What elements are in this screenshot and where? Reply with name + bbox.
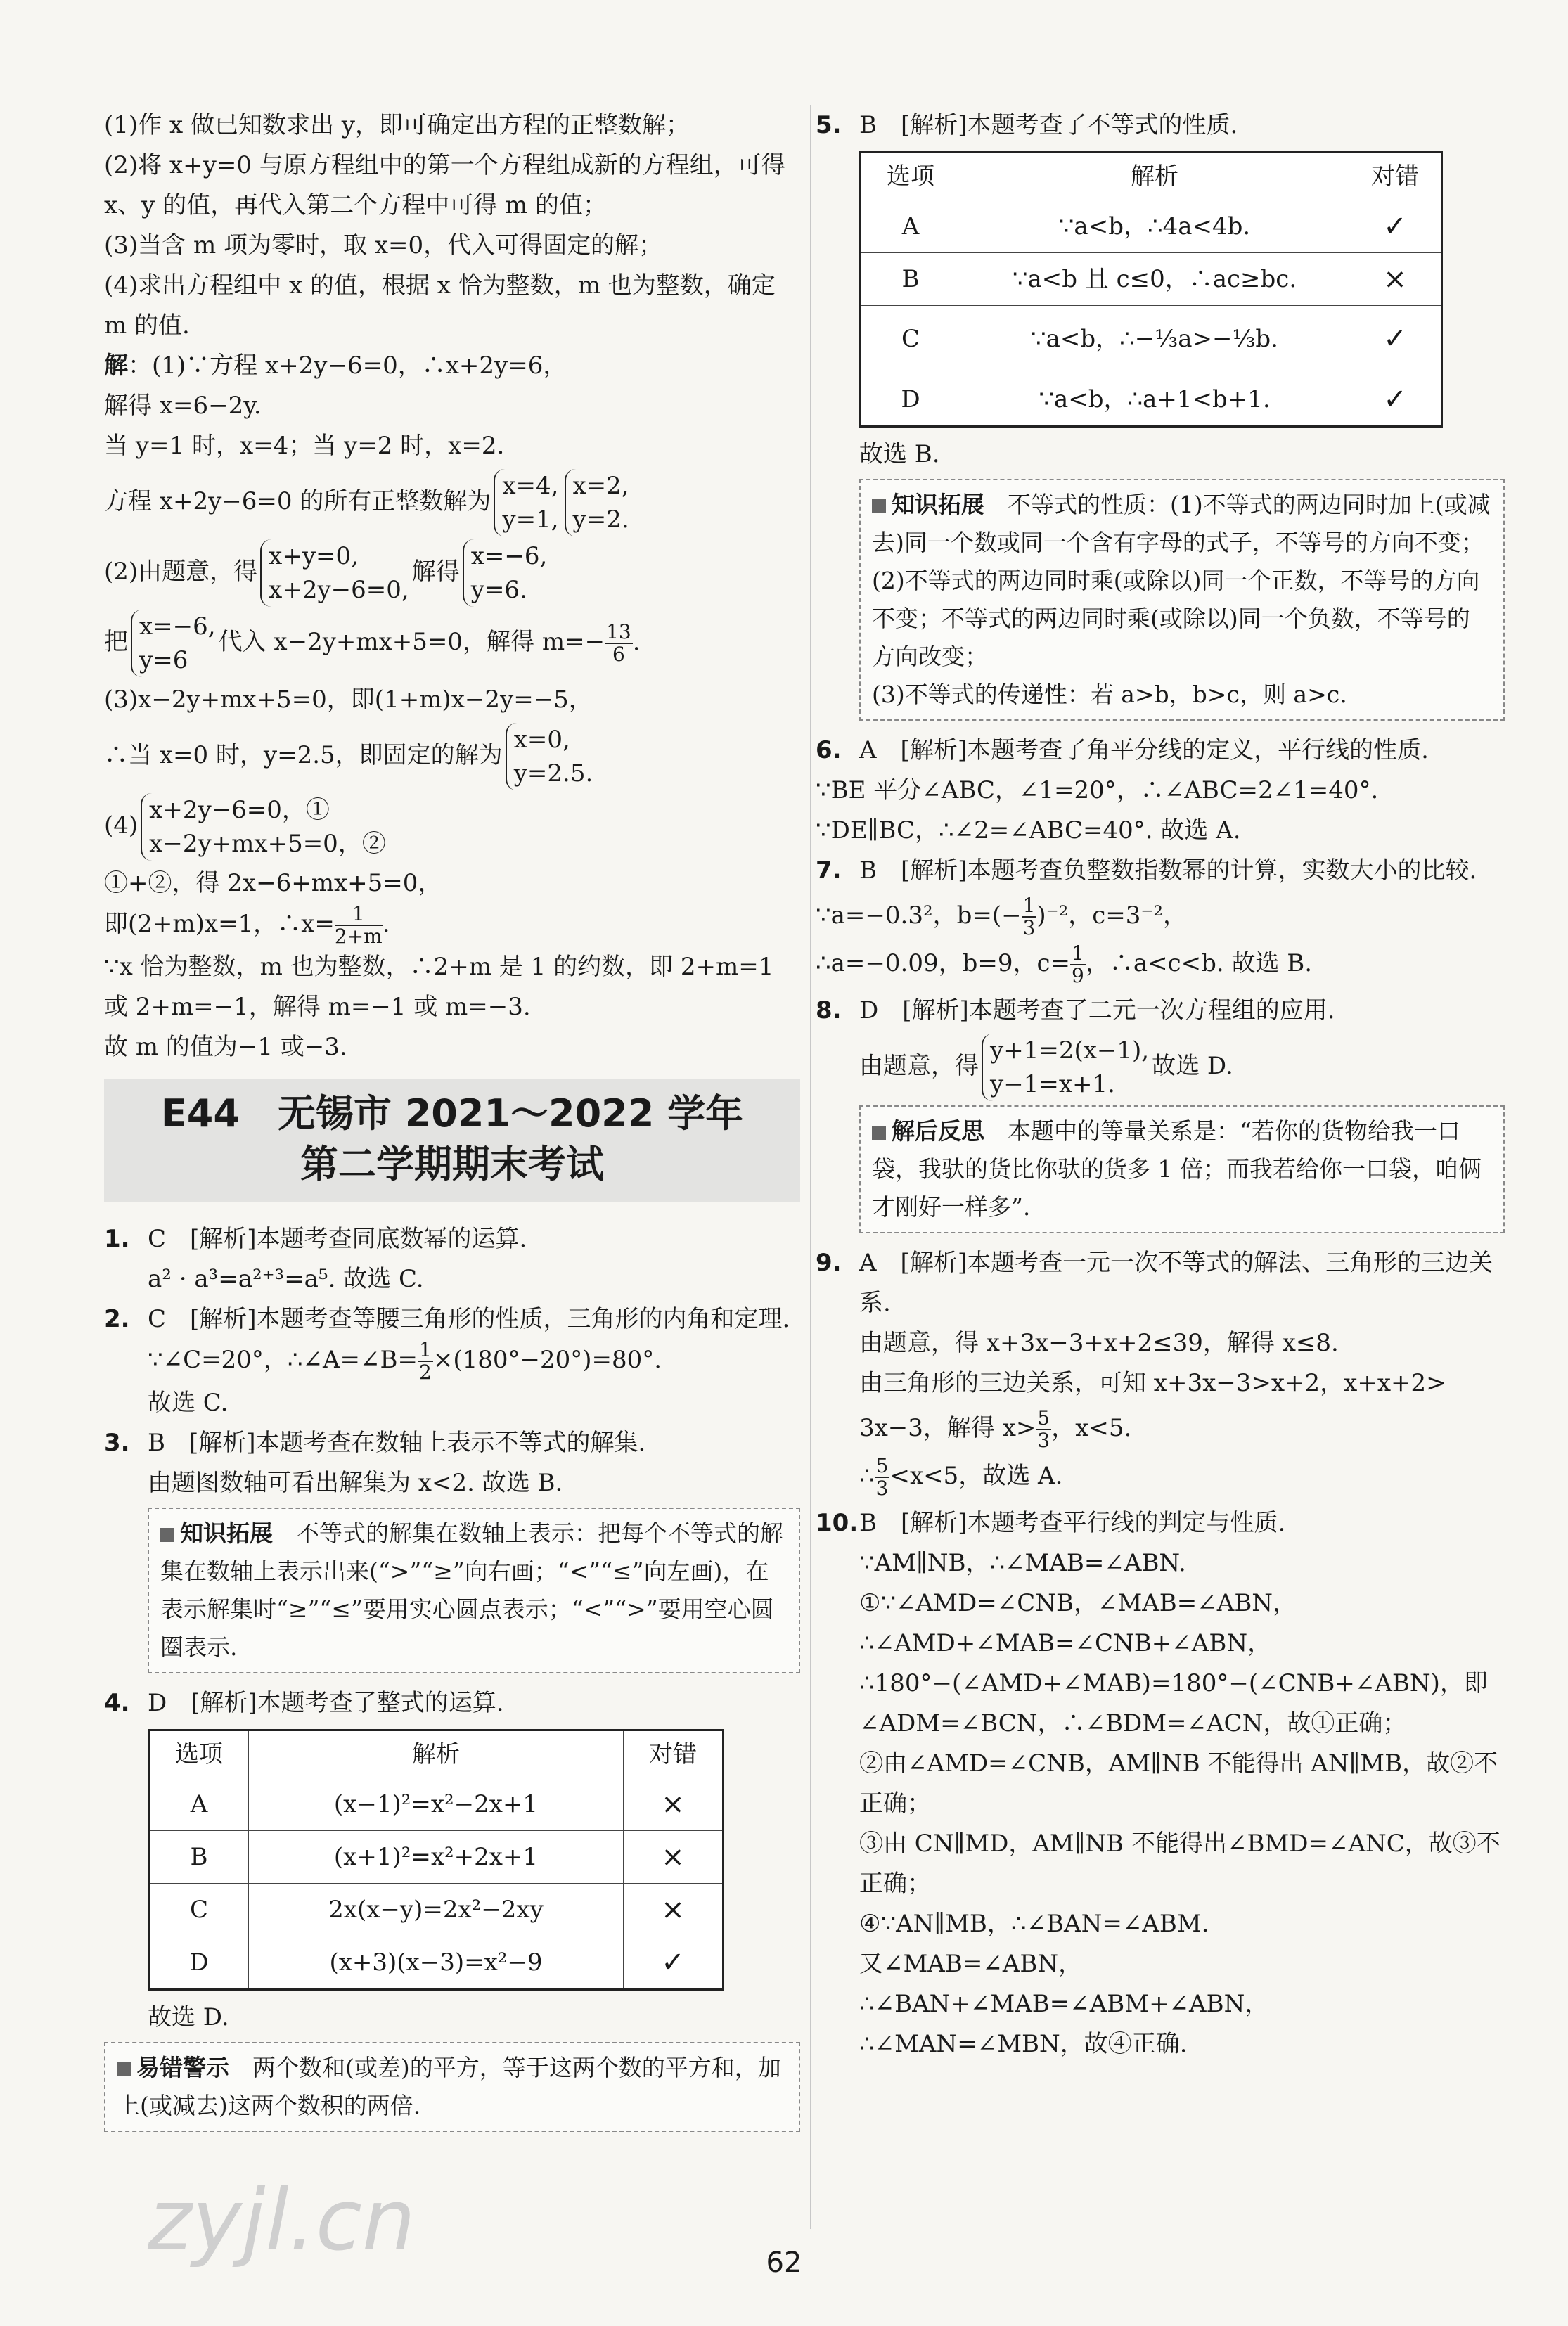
table-header-row <box>149 1730 724 1778</box>
check-mark-icon: ✓ <box>1349 373 1442 427</box>
question-body: ∵DE∥BC，∴∠2=∠ABC=40°. 故选 A. <box>816 816 1241 844</box>
fraction <box>418 1339 433 1383</box>
right-column <box>816 105 1505 2064</box>
wrong-mark-icon: × <box>624 1831 724 1884</box>
explanation-cell: ∵a<b，∴−⅓a>−⅓b. <box>960 306 1349 373</box>
numerator: 13 <box>606 620 631 643</box>
question-number: 2. <box>104 1305 130 1333</box>
solution-line-9 <box>104 793 800 861</box>
table-row <box>149 1831 724 1884</box>
numerator: 1 <box>1072 942 1084 965</box>
header-cell: 解析 <box>960 153 1349 200</box>
text: 解得 <box>411 558 460 586</box>
text: 即(2+m)x=1，∴x= <box>104 910 335 938</box>
explanation-cell: ∵a<b，∴4a<4b. <box>960 200 1349 253</box>
explanation-cell: (x−1)²=x²−2x+1 <box>249 1778 624 1831</box>
question-1 <box>104 1219 800 1299</box>
solution-line-3: 当 y=1 时，x=4；当 y=2 时，x=2. <box>104 432 505 460</box>
question-end: 故选 C. <box>148 1389 229 1417</box>
fraction <box>335 904 383 947</box>
proof-line: ∵AM∥NB，∴∠MAB=∠ABN. <box>859 1549 1186 1577</box>
question-body: 由三角形的三边关系，可知 x+3x−3>x+2，x+x+2> <box>859 1369 1446 1397</box>
solution-label: 解 <box>104 352 128 380</box>
option-cell: B <box>149 1831 249 1884</box>
option-cell: C <box>149 1884 249 1936</box>
numerator: 1 <box>419 1338 432 1361</box>
option-cell: D <box>149 1936 249 1990</box>
option-cell: A <box>149 1778 249 1831</box>
box-text: (3)不等式的传递性：若 a>b，b>c，则 a>c. <box>872 681 1347 708</box>
eq: y+1=2(x−1), <box>990 1036 1150 1065</box>
eq: y−1=x+1. <box>990 1070 1115 1098</box>
proof-line: ③由 CN∥MD，AM∥NB 不能得出∠BMD=∠ANC，故③不正确； <box>859 1830 1500 1898</box>
text: 由题意，得 <box>859 1052 979 1080</box>
question-end: 故选 B. <box>859 440 940 468</box>
text: ∴ <box>859 1462 875 1490</box>
proof-line: ④∵AN∥MB，∴∠BAN=∠ABM. <box>859 1910 1209 1938</box>
option-cell: D <box>861 373 960 427</box>
solution-line-13: 故 m 的值为−1 或−3. <box>104 1033 347 1061</box>
text: )⁻²，c=3⁻²， <box>1036 901 1188 930</box>
fraction <box>875 1456 890 1499</box>
box-tag-icon <box>117 2062 131 2076</box>
box-tag: 解后反思 <box>892 1117 984 1145</box>
table-row <box>861 306 1442 373</box>
numerator: 1 <box>335 904 383 926</box>
question-head: D [解析]本题考查了二元一次方程组的应用. <box>859 996 1335 1024</box>
header-cell: 解析 <box>249 1730 624 1778</box>
question-body <box>148 1339 800 1383</box>
eq: y=6 <box>139 646 188 674</box>
box-tag-icon <box>872 1126 886 1140</box>
text: . <box>632 628 641 656</box>
check-mark-icon: ✓ <box>1349 200 1442 253</box>
answer-table <box>859 151 1443 428</box>
question-head: C [解析]本题考查等腰三角形的性质，三角形的内角和定理. <box>148 1305 790 1333</box>
question-7 <box>816 851 1505 987</box>
eq: y=6. <box>470 576 527 604</box>
question-head: B [解析]本题考查平行线的判定与性质. <box>859 1509 1286 1537</box>
exam-title-line-2: 第二学期期末考试 <box>300 1142 604 1186</box>
eq: x+2y−6=0，① <box>149 796 330 824</box>
denominator: 2 <box>419 1361 432 1384</box>
denominator: 3 <box>1037 1429 1050 1452</box>
watermark: zyjl.cn <box>148 2172 416 2270</box>
fraction <box>1036 1408 1051 1451</box>
question-body: 由题意，得 x+3x−3+x+2≤39，解得 x≤8. <box>859 1329 1339 1357</box>
proof-line: ∴∠BAN+∠MAB=∠ABM+∠ABN， <box>859 1990 1269 2018</box>
solution-line-1 <box>104 346 800 386</box>
eq: x=4, <box>502 472 559 500</box>
fraction <box>605 622 633 665</box>
denominator: 3 <box>875 1477 889 1500</box>
fraction <box>1022 895 1037 939</box>
equation-system <box>260 539 409 607</box>
equation-system <box>141 793 386 861</box>
equation-system <box>982 1034 1149 1101</box>
eq: x−2y+mx+5=0，② <box>149 830 386 858</box>
question-body: ∵BE 平分∠ABC，∠1=20°，∴∠ABC=2∠1=40°. <box>816 776 1379 804</box>
knowledge-box <box>859 479 1505 721</box>
question-number: 8. <box>816 996 842 1024</box>
text: ∵a=−0.3²，b=(− <box>816 901 1022 930</box>
column-divider <box>810 105 811 2229</box>
box-text: 不等式的性质：(1)不等式的两边同时加上(或减去)同一个数或同一个含有字母的式子，不等号的方向不变； <box>872 491 1491 556</box>
question-head: A [解析]本题考查了角平分线的定义，平行线的性质. <box>859 736 1429 764</box>
question-body: a² · a³=a²⁺³=a⁵. 故选 C. <box>148 1265 424 1293</box>
question-5 <box>816 105 1505 721</box>
header-cell: 选项 <box>149 1730 249 1778</box>
explanation-cell: ∵a<b，∴a+1<b+1. <box>960 373 1349 427</box>
exam-title-line-1: E44 无锡市 2021～2022 学年 <box>160 1091 744 1136</box>
table-header-row <box>861 153 1442 200</box>
equation-system <box>565 469 629 536</box>
table-row <box>149 1778 724 1831</box>
question-number: 1. <box>104 1225 130 1253</box>
question-10 <box>816 1503 1505 2064</box>
question-head: D [解析]本题考查了整式的运算. <box>148 1689 504 1717</box>
eq: y=1, <box>502 506 559 534</box>
proof-line: ∴∠AMD+∠MAB=∠CNB+∠ABN， <box>859 1629 1272 1657</box>
proof-line: ∴∠MAN=∠MBN，故④正确. <box>859 2030 1188 2058</box>
explanation-cell: (x+3)(x−3)=x²−9 <box>249 1936 624 1990</box>
table-row <box>149 1936 724 1990</box>
text: . <box>382 910 390 938</box>
text: 代入 x−2y+mx+5=0，解得 m=− <box>218 628 605 656</box>
knowledge-box <box>148 1508 800 1673</box>
option-cell: A <box>861 200 960 253</box>
analysis-step-3: (3)当含 m 项为零时，取 x=0，代入可得固定的解； <box>104 231 663 259</box>
wrong-mark-icon: × <box>624 1884 724 1936</box>
numerator: 1 <box>1022 894 1036 917</box>
question-head: A [解析]本题考查一元一次不等式的解法、三角形的三边关系. <box>859 1249 1493 1317</box>
solution-line-10: ①+②，得 2x−6+mx+5=0， <box>104 869 442 897</box>
answer-table <box>148 1729 724 1991</box>
question-head: B [解析]本题考查了不等式的性质. <box>859 111 1238 139</box>
box-tag: 知识拓展 <box>892 491 984 518</box>
denominator: 9 <box>1072 964 1084 987</box>
explanation-cell: 2x(x−y)=2x²−2xy <box>249 1884 624 1936</box>
solution-line-6 <box>104 610 800 677</box>
eq: x=−6, <box>470 542 548 570</box>
proof-line: ②由∠AMD=∠CNB，AM∥NB 不能得出 AN∥MB，故②不正确； <box>859 1749 1498 1818</box>
header-cell: 对错 <box>1349 153 1442 200</box>
question-number: 9. <box>816 1249 842 1277</box>
text: ∴a=−0.09，b=9，c= <box>816 949 1070 977</box>
question-2 <box>104 1299 800 1423</box>
box-tag-icon <box>160 1528 174 1542</box>
solution-line-8 <box>104 723 800 790</box>
box-text: 本题中的等量关系是：“若你的货物给我一口袋，我驮的货比你驮的货多 1 倍；而我若给你一口袋，咱俩才刚好一样多”. <box>872 1117 1482 1221</box>
analysis-step-2: (2)将 x+y=0 与原方程组中的第一个方程组成新的方程组，可得 x、y 的值，再代入第二个方程中可得 m 的值； <box>104 151 785 219</box>
box-text: 不等式的解集在数轴上表示：把每个不等式的解集在数轴上表示出来(“>”“≥”向右画；“<”“≤”向左画)，在表示解集时“≥”“≤”要用实心圆点表示；“<”“>”要用空心圆圈表示. <box>160 1519 783 1661</box>
text: ∵∠C=20°，∴∠A=∠B= <box>148 1346 418 1374</box>
question-end: 故选 D. <box>148 2003 229 2031</box>
solution-line-4 <box>104 469 800 536</box>
question-body <box>859 1408 1505 1451</box>
question-body <box>816 943 1505 987</box>
question-number: 5. <box>816 111 842 139</box>
eq: y=2. <box>572 506 629 534</box>
reflection-box <box>859 1105 1505 1233</box>
eq: x+2y−6=0, <box>269 576 409 604</box>
text: (4) <box>104 811 139 840</box>
question-number: 3. <box>104 1429 130 1457</box>
table-row <box>861 200 1442 253</box>
option-cell: B <box>861 253 960 306</box>
table-row <box>861 253 1442 306</box>
option-cell: C <box>861 306 960 373</box>
equation-system <box>463 539 548 607</box>
text: ∴当 x=0 时，y=2.5，即固定的解为 <box>104 741 503 769</box>
question-head: C [解析]本题考查同底数幂的运算. <box>148 1225 527 1253</box>
question-body <box>859 1034 1505 1101</box>
box-text: (2)不等式的两边同时乘(或除以)同一个正数，不等号的方向不变；不等式的两边同时乘(或除以)同一个负数，不等号的方向改变； <box>872 567 1480 670</box>
denominator: 3 <box>1022 916 1036 939</box>
eq: y=2.5. <box>513 759 593 788</box>
equation-system <box>494 469 558 536</box>
box-tag-icon <box>872 499 886 513</box>
check-mark-icon: ✓ <box>1349 306 1442 373</box>
header-cell: 对错 <box>624 1730 724 1778</box>
box-text: 两个数和(或差)的平方，等于这两个数的平方和，加上(或减去)这两个数积的两倍. <box>117 2054 781 2119</box>
solution-line-12: ∵x 恰为整数，m 也为整数，∴2+m 是 1 的约数，即 2+m=1 或 2+m=−1，解得 m=−1 或 m=−3. <box>104 953 774 1021</box>
solution-line-5 <box>104 539 800 607</box>
text: ×(180°−20°)=80°. <box>432 1346 662 1374</box>
text: (2)由题意，得 <box>104 558 258 586</box>
question-8 <box>816 991 1505 1233</box>
question-number: 6. <box>816 736 842 764</box>
solution-line-11 <box>104 904 800 947</box>
numerator: 5 <box>875 1454 889 1477</box>
box-tag: 知识拓展 <box>180 1519 273 1547</box>
question-number: 10. <box>816 1509 859 1537</box>
eq: x=0, <box>513 726 570 754</box>
explanation-cell: ∵a<b 且 c≤0，∴ac≥bc. <box>960 253 1349 306</box>
explanation-cell: (x+1)²=x²+2x+1 <box>249 1831 624 1884</box>
left-column <box>104 105 800 2142</box>
question-head: B [解析]本题考查负整数指数幂的计算，实数大小的比较. <box>859 856 1477 885</box>
header-cell: 选项 <box>861 153 960 200</box>
exam-title-banner <box>104 1079 800 1202</box>
table-row <box>149 1884 724 1936</box>
text: 3x−3，解得 x> <box>859 1414 1036 1442</box>
question-4 <box>104 1683 800 2038</box>
question-9 <box>816 1243 1505 1499</box>
wrong-mark-icon: × <box>624 1778 724 1831</box>
question-body: 由题图数轴可看出解集为 x<2. 故选 B. <box>148 1469 563 1497</box>
equation-system <box>131 610 216 677</box>
analysis-step-1: (1)作 x 做已知数求出 y，即可确定出方程的正整数解； <box>104 111 690 139</box>
solution-text: ：(1)∵方程 x+2y−6=0，∴x+2y=6， <box>128 352 567 380</box>
page-number: 62 <box>766 2247 802 2279</box>
text: ，∴a<c<b. 故选 B. <box>1085 949 1313 977</box>
question-body <box>859 1456 1505 1499</box>
denominator: 2+m <box>334 925 383 948</box>
fraction <box>1070 943 1086 987</box>
text: ，x<5. <box>1051 1414 1132 1442</box>
solution-line-2: 解得 x=6−2y. <box>104 392 262 420</box>
text: 故选 D. <box>1152 1052 1233 1080</box>
solution-line-7: (3)x−2y+mx+5=0，即(1+m)x−2y=−5， <box>104 686 593 714</box>
question-3 <box>104 1423 800 1673</box>
question-body <box>816 895 1505 939</box>
proof-line: 又∠MAB=∠ABN， <box>859 1950 1083 1978</box>
question-number: 4. <box>104 1689 130 1717</box>
warning-box <box>104 2042 800 2132</box>
proof-line: ①∵∠AMD=∠CNB，∠MAB=∠ABN， <box>859 1589 1297 1617</box>
question-6 <box>816 731 1505 851</box>
equation-system <box>506 723 593 790</box>
box-tag: 易错警示 <box>136 2054 229 2081</box>
denominator: 6 <box>612 643 625 666</box>
table-row <box>861 373 1442 427</box>
proof-line: ∴180°−(∠AMD+∠MAB)=180°−(∠CNB+∠ABN)，即∠ADM=∠BCN，∴∠BDM=∠ACN，故①正确； <box>859 1669 1488 1737</box>
question-number: 7. <box>816 856 842 885</box>
eq: x=2, <box>572 472 629 500</box>
eq: x+y=0, <box>269 542 359 570</box>
wrong-mark-icon: × <box>1349 253 1442 306</box>
analysis-step-4: (4)求出方程组中 x 的值，根据 x 恰为整数，m 也为整数，确定 m 的值. <box>104 271 776 340</box>
text: 把 <box>104 628 128 656</box>
check-mark-icon: ✓ <box>624 1936 724 1990</box>
numerator: 5 <box>1037 1406 1050 1429</box>
text: 方程 x+2y−6=0 的所有正整数解为 <box>104 487 491 515</box>
text: <x<5，故选 A. <box>889 1462 1063 1490</box>
eq: x=−6, <box>139 612 216 641</box>
question-head: B [解析]本题考查在数轴上表示不等式的解集. <box>148 1429 646 1457</box>
